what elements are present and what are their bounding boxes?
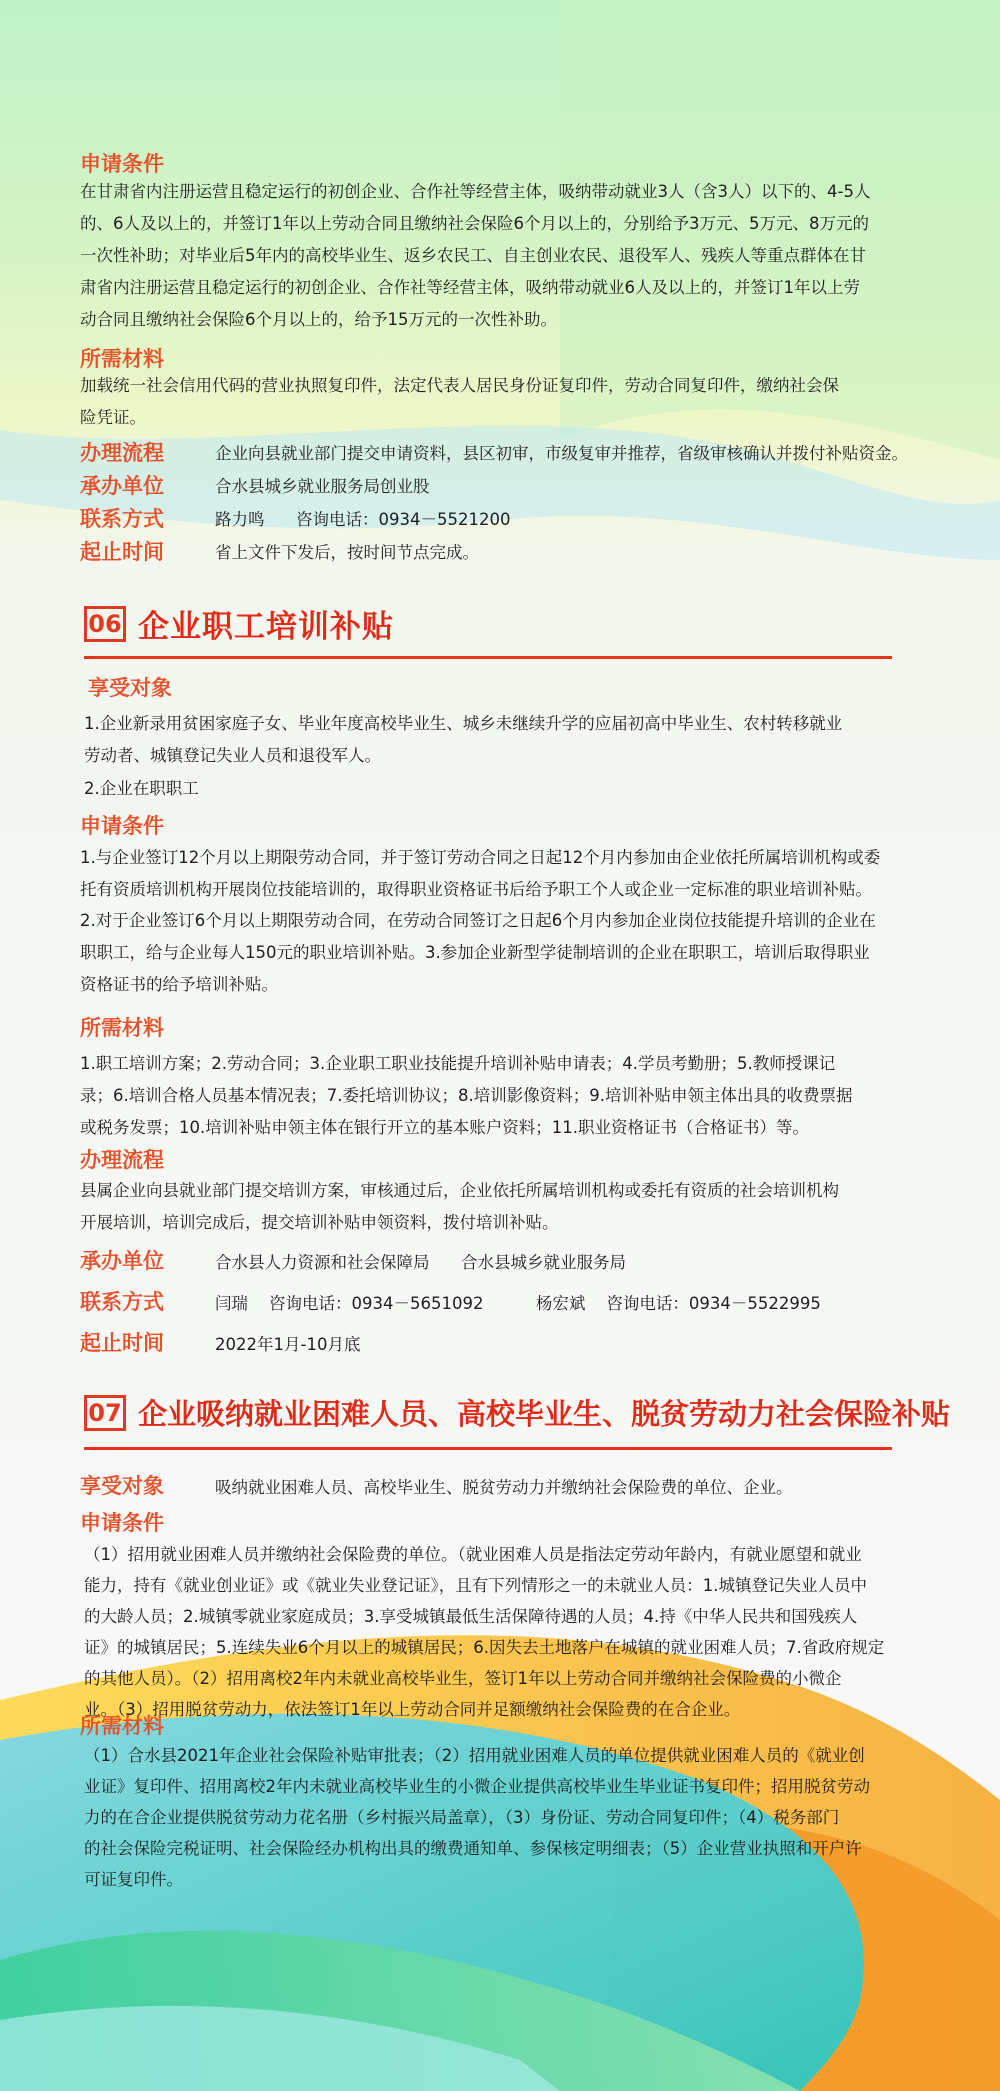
sec06-unit-text: 合水县人力资源和社会保障局 合水县城乡就业服务局 bbox=[215, 1253, 626, 1272]
text-line: 职职工，给与企业每人150元的职业培训补贴。3.参加企业新型学徒制培训的企业在职职工，培训后取得职业 bbox=[80, 943, 870, 962]
text-line: 能力，持有《就业创业证》或《就业失业登记证》，且有下列情形之一的未就业人员：1.城镇登记失业人员中 bbox=[84, 1576, 867, 1595]
top-contact-text: 路力鸣 咨询电话：0934－5521200 bbox=[215, 510, 511, 529]
top-unit-heading: 承办单位 bbox=[80, 474, 164, 498]
text-line: 1.职工培训方案；2.劳动合同；3.企业职工职业技能提升培训补贴申请表；4.学员考勤册；5.教师授课记 bbox=[80, 1054, 836, 1073]
text-line: 2.对于企业签订6个月以上期限劳动合同，在劳动合同签订之日起6个月内参加企业岗位技能提升培训的企业在 bbox=[80, 911, 876, 930]
text-line: 动合同且缴纳社会保险6个月以上的，给予15万元的一次性补助。 bbox=[80, 310, 557, 329]
text-line: 险凭证。 bbox=[80, 408, 146, 427]
section-06-header bbox=[84, 601, 394, 646]
text-line: 劳动者、城镇登记失业人员和退役军人。 bbox=[84, 746, 381, 765]
top-period-heading: 起止时间 bbox=[80, 540, 164, 564]
sec06-process-text bbox=[80, 1175, 980, 1239]
text-line: 1.企业新录用贫困家庭子女、毕业年度高校毕业生、城乡未继续升学的应届初高中毕业生、农村转移就业 bbox=[84, 714, 843, 733]
sec07-materials-text bbox=[84, 1740, 984, 1895]
text-line: 或税务发票；10.培训补贴申领主体在银行开立的基本账户资料；11.职业资格证书（合格证书）等。 bbox=[80, 1118, 809, 1137]
text-line: 业证》复印件、招用离校2年内未就业高校毕业生的小微企业提供高校毕业生毕业证书复印件；招用脱贫劳动 bbox=[84, 1777, 870, 1796]
section-07-rule bbox=[84, 1447, 892, 1450]
text-line: 的其他人员）。（2）招用离校2年内未就业高校毕业生，签订1年以上劳动合同并缴纳社会保险费的小微企 bbox=[84, 1669, 842, 1688]
sec07-materials-heading: 所需材料 bbox=[80, 1714, 164, 1738]
sec07-apply-heading: 申请条件 bbox=[80, 1511, 164, 1535]
sec06-unit-heading: 承办单位 bbox=[80, 1249, 164, 1273]
sec06-period-heading: 起止时间 bbox=[80, 1331, 164, 1355]
sec07-apply-text bbox=[84, 1539, 984, 1725]
text-line: 的、6人及以上的，并签订1年以上劳动合同且缴纳社会保险6个月以上的，分别给予3万元、5万元、8万元的 bbox=[80, 214, 869, 233]
text-line: 在甘肃省内注册运营且稳定运行的初创企业、合作社等经营主体，吸纳带动就业3人（含3人）以下的、4-5人 bbox=[80, 182, 871, 201]
top-period-text: 省上文件下发后，按时间节点完成。 bbox=[215, 543, 479, 562]
top-materials-heading: 所需材料 bbox=[80, 347, 164, 371]
text-line: 一次性补助；对毕业后5年内的高校毕业生、返乡农民工、自主创业农民、退役军人、残疾人等重点群体在甘 bbox=[80, 246, 866, 265]
text-line: 肃省内注册运营且稳定运行的初创企业、合作社等经营主体，吸纳带动就业6人及以上的，并签订1年以上劳 bbox=[80, 278, 860, 297]
text-line: 县属企业向县就业部门提交培训方案，审核通过后，企业依托所属培训机构或委托有资质的社会培训机构 bbox=[80, 1181, 839, 1200]
text-line: 证》的城镇居民；5.连续失业6个月以上的城镇居民；6.因失去土地落户在城镇的就业困难人员；7.省政府规定 bbox=[84, 1638, 885, 1657]
text-line: 资格证书的给予培训补贴。 bbox=[80, 975, 278, 994]
sec06-target-item2: 2.企业在职职工 bbox=[84, 779, 199, 798]
sec06-process-heading: 办理流程 bbox=[80, 1148, 164, 1172]
section-06-title: 企业职工培训补贴 bbox=[138, 609, 394, 645]
text-line: 可证复印件。 bbox=[84, 1870, 183, 1889]
section-06-number: 06 bbox=[84, 606, 126, 642]
sec07-target-text: 吸纳就业困难人员、高校毕业生、脱贫劳动力并缴纳社会保险费的单位、企业。 bbox=[215, 1478, 793, 1497]
sec06-target-text bbox=[84, 708, 964, 772]
sec06-contact-text: 闫瑞 咨询电话：0934－5651092 杨宏斌 咨询电话：0934－5522995 bbox=[215, 1294, 821, 1313]
section-06-rule bbox=[84, 656, 892, 659]
top-process-heading: 办理流程 bbox=[80, 441, 164, 465]
sec07-target-heading: 享受对象 bbox=[80, 1474, 164, 1498]
sec06-apply-text-b bbox=[80, 905, 980, 1001]
top-contact-heading: 联系方式 bbox=[80, 507, 164, 531]
text-line: 录；6.培训合格人员基本情况表；7.委托培训协议；8.培训影像资料；9.培训补贴申领主体出具的收费票据 bbox=[80, 1086, 853, 1105]
text-line: （1）合水县2021年企业社会保险补贴审批表；（2）招用就业困难人员的单位提供就业困难人员的《就业创 bbox=[84, 1746, 865, 1765]
top-unit-text: 合水县城乡就业服务局创业股 bbox=[215, 477, 430, 496]
text-line: 力的在合企业提供脱贫劳动力花名册（乡村振兴局盖章），（3）身份证、劳动合同复印件；（4）税务部门 bbox=[84, 1808, 840, 1827]
sec06-apply-heading: 申请条件 bbox=[80, 814, 164, 838]
text-line: 加载统一社会信用代码的营业执照复印件，法定代表人居民身份证复印件，劳动合同复印件，缴纳社会保 bbox=[80, 376, 839, 395]
text-line: 业。（3）招用脱贫劳动力，依法签订1年以上劳动合同并足额缴纳社会保险费的在合企业。 bbox=[84, 1700, 741, 1719]
section-07-number: 07 bbox=[84, 1395, 126, 1431]
text-line: 开展培训，培训完成后，提交培训补贴申领资料，拨付培训补贴。 bbox=[80, 1213, 559, 1232]
top-materials-text bbox=[80, 370, 960, 434]
top-apply-text bbox=[80, 176, 960, 336]
section-07-header bbox=[84, 1392, 950, 1433]
section-07-title: 企业吸纳就业困难人员、高校毕业生、脱贫劳动力社会保险补贴 bbox=[138, 1397, 951, 1431]
text-line: 1.与企业签订12个月以上期限劳动合同，并于签订劳动合同之日起12个月内参加由企业依托所属培训机构或委 bbox=[80, 848, 881, 867]
sec06-contact-heading: 联系方式 bbox=[80, 1290, 164, 1314]
text-line: 的大龄人员；2.城镇零就业家庭成员；3.享受城镇最低生活保障待遇的人员；4.持《中华人民共和国残疾人 bbox=[84, 1607, 858, 1626]
top-process-text: 企业向县就业部门提交申请资料，县区初审，市级复审并推荐，省级审核确认并拨付补贴资金。 bbox=[215, 444, 908, 463]
sec06-materials-text bbox=[80, 1048, 980, 1144]
text-line: （1）招用就业困难人员并缴纳社会保险费的单位。（就业困难人员是指法定劳动年龄内，有就业愿望和就业 bbox=[84, 1545, 862, 1564]
sec06-period-text: 2022年1月-10月底 bbox=[215, 1335, 361, 1354]
sec06-apply-text-a bbox=[80, 842, 980, 906]
sec06-materials-heading: 所需材料 bbox=[80, 1016, 164, 1040]
sec06-target-heading: 享受对象 bbox=[88, 676, 172, 700]
top-apply-heading: 申请条件 bbox=[80, 152, 164, 176]
text-line: 的社会保险完税证明、社会保险经办机构出具的缴费通知单、参保核定明细表；（5）企业营业执照和开户许 bbox=[84, 1839, 862, 1858]
text-line: 托有资质培训机构开展岗位技能培训的，取得职业资格证书后给予职工个人或企业一定标准的职业培训补贴。 bbox=[80, 880, 872, 899]
